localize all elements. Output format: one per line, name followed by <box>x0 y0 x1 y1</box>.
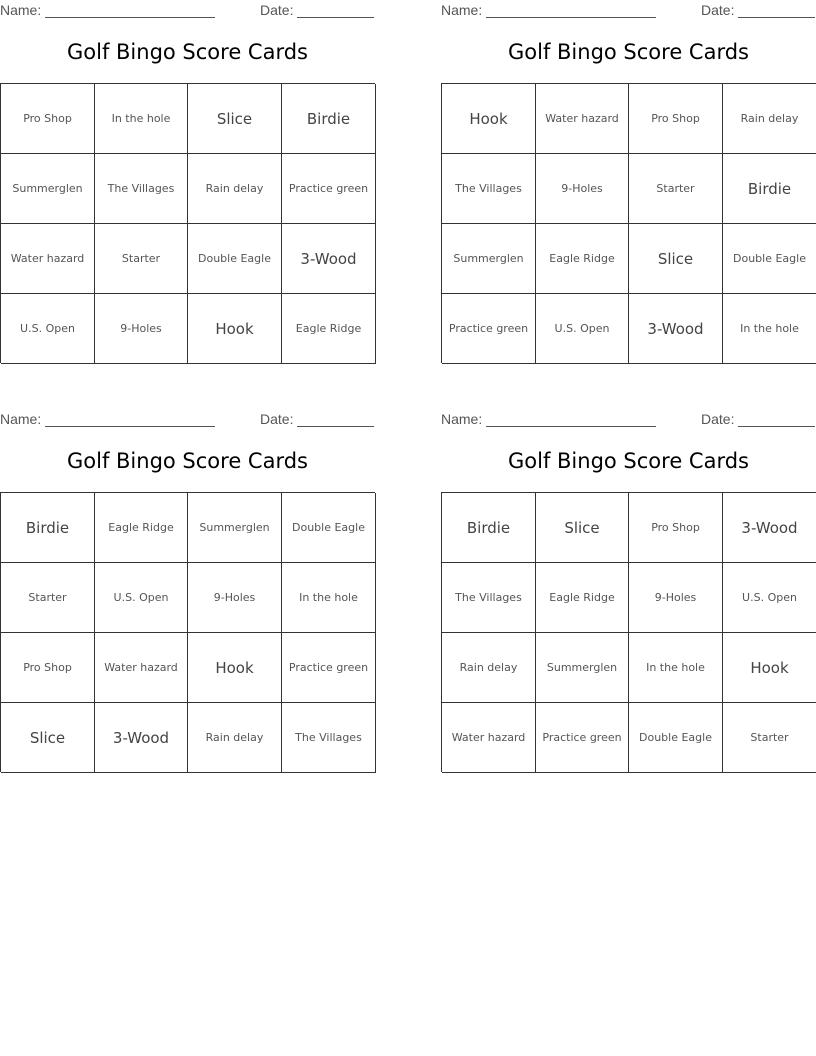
bingo-cell[interactable]: Slice <box>188 84 282 154</box>
bingo-cell[interactable]: 3-Wood <box>282 224 376 294</box>
card-title: Golf Bingo Score Cards <box>67 449 308 473</box>
bingo-card-3 <box>0 409 375 789</box>
bingo-cell[interactable]: Double Eagle <box>188 224 282 294</box>
bingo-cell[interactable]: In the hole <box>629 633 723 703</box>
date-field[interactable] <box>260 411 374 427</box>
bingo-cell[interactable]: Pro Shop <box>1 84 95 154</box>
bingo-cell[interactable]: Eagle Ridge <box>536 224 629 294</box>
date-label: Date: <box>260 411 294 427</box>
bingo-cell[interactable]: Summerglen <box>1 154 95 224</box>
date-field[interactable] <box>260 2 374 18</box>
bingo-grid <box>0 83 375 363</box>
bingo-cell[interactable]: Water hazard <box>536 84 629 154</box>
date-blank-line[interactable] <box>738 412 815 427</box>
bingo-cell[interactable]: Water hazard <box>1 224 95 294</box>
bingo-cell[interactable]: Double Eagle <box>723 224 816 294</box>
bingo-cell[interactable]: Double Eagle <box>629 703 723 773</box>
name-field[interactable] <box>441 411 656 427</box>
name-blank-line[interactable] <box>486 412 656 427</box>
bingo-cell[interactable]: Birdie <box>442 493 536 563</box>
bingo-cell[interactable]: Birdie <box>282 84 376 154</box>
bingo-cell[interactable]: U.S. Open <box>1 294 95 364</box>
name-blank-line[interactable] <box>45 3 215 18</box>
name-label: Name: <box>0 411 42 427</box>
bingo-cell[interactable]: 3-Wood <box>629 294 723 364</box>
name-label: Name: <box>0 2 42 18</box>
name-label: Name: <box>441 411 483 427</box>
card-title: Golf Bingo Score Cards <box>508 40 749 64</box>
bingo-cell[interactable]: Summerglen <box>536 633 629 703</box>
name-field[interactable] <box>0 411 215 427</box>
bingo-cell[interactable]: 9-Holes <box>536 154 629 224</box>
bingo-cell[interactable]: U.S. Open <box>723 563 816 633</box>
date-label: Date: <box>701 411 735 427</box>
bingo-cell[interactable]: Starter <box>723 703 816 773</box>
bingo-cell[interactable]: The Villages <box>442 154 536 224</box>
bingo-cell[interactable]: Water hazard <box>95 633 188 703</box>
bingo-cell[interactable]: Pro Shop <box>629 493 723 563</box>
bingo-cell[interactable]: Practice green <box>536 703 629 773</box>
bingo-card-4 <box>441 409 816 789</box>
bingo-cell[interactable]: Birdie <box>1 493 95 563</box>
bingo-cell[interactable]: Practice green <box>282 633 376 703</box>
bingo-cell[interactable]: Water hazard <box>442 703 536 773</box>
date-blank-line[interactable] <box>297 3 374 18</box>
bingo-cell[interactable]: Slice <box>629 224 723 294</box>
bingo-cell[interactable]: Rain delay <box>188 154 282 224</box>
bingo-cell[interactable]: Slice <box>536 493 629 563</box>
bingo-cell[interactable]: Hook <box>723 633 816 703</box>
bingo-cell[interactable]: Eagle Ridge <box>95 493 188 563</box>
bingo-cell[interactable]: Slice <box>1 703 95 773</box>
bingo-cell[interactable]: U.S. Open <box>95 563 188 633</box>
bingo-cell[interactable]: Rain delay <box>442 633 536 703</box>
bingo-cell[interactable]: In the hole <box>95 84 188 154</box>
date-blank-line[interactable] <box>297 412 374 427</box>
bingo-cell[interactable]: 9-Holes <box>95 294 188 364</box>
date-label: Date: <box>701 2 735 18</box>
name-blank-line[interactable] <box>45 412 215 427</box>
bingo-cell[interactable]: Rain delay <box>723 84 816 154</box>
bingo-cell[interactable]: Starter <box>95 224 188 294</box>
bingo-cell[interactable]: Starter <box>1 563 95 633</box>
bingo-card-1 <box>0 0 375 380</box>
bingo-cell[interactable]: Hook <box>442 84 536 154</box>
card-title: Golf Bingo Score Cards <box>67 40 308 64</box>
card-title: Golf Bingo Score Cards <box>508 449 749 473</box>
bingo-cell[interactable]: Pro Shop <box>629 84 723 154</box>
bingo-cell[interactable]: The Villages <box>442 563 536 633</box>
bingo-cell[interactable]: The Villages <box>95 154 188 224</box>
bingo-cell[interactable]: U.S. Open <box>536 294 629 364</box>
bingo-cell[interactable]: Hook <box>188 633 282 703</box>
bingo-cell[interactable]: Pro Shop <box>1 633 95 703</box>
bingo-cell[interactable]: Summerglen <box>188 493 282 563</box>
name-field[interactable] <box>0 2 215 18</box>
bingo-cell[interactable]: Practice green <box>442 294 536 364</box>
bingo-card-2 <box>441 0 816 380</box>
date-field[interactable] <box>701 411 815 427</box>
bingo-cell[interactable]: Practice green <box>282 154 376 224</box>
bingo-cell[interactable]: Eagle Ridge <box>536 563 629 633</box>
bingo-cell[interactable]: In the hole <box>282 563 376 633</box>
name-field[interactable] <box>441 2 656 18</box>
bingo-grid <box>441 83 816 363</box>
date-label: Date: <box>260 2 294 18</box>
name-blank-line[interactable] <box>486 3 656 18</box>
bingo-grid <box>0 492 375 772</box>
bingo-cell[interactable]: In the hole <box>723 294 816 364</box>
bingo-cell[interactable]: 3-Wood <box>95 703 188 773</box>
bingo-cell[interactable]: Starter <box>629 154 723 224</box>
bingo-cell[interactable]: Hook <box>188 294 282 364</box>
bingo-cell[interactable]: Summerglen <box>442 224 536 294</box>
bingo-cell[interactable]: Eagle Ridge <box>282 294 376 364</box>
bingo-cell[interactable]: 9-Holes <box>188 563 282 633</box>
bingo-cell[interactable]: 9-Holes <box>629 563 723 633</box>
bingo-cell[interactable]: Double Eagle <box>282 493 376 563</box>
date-field[interactable] <box>701 2 815 18</box>
bingo-cell[interactable]: The Villages <box>282 703 376 773</box>
name-label: Name: <box>441 2 483 18</box>
bingo-cell[interactable]: 3-Wood <box>723 493 816 563</box>
bingo-cell[interactable]: Rain delay <box>188 703 282 773</box>
date-blank-line[interactable] <box>738 3 815 18</box>
bingo-grid <box>441 492 816 772</box>
bingo-cell[interactable]: Birdie <box>723 154 816 224</box>
